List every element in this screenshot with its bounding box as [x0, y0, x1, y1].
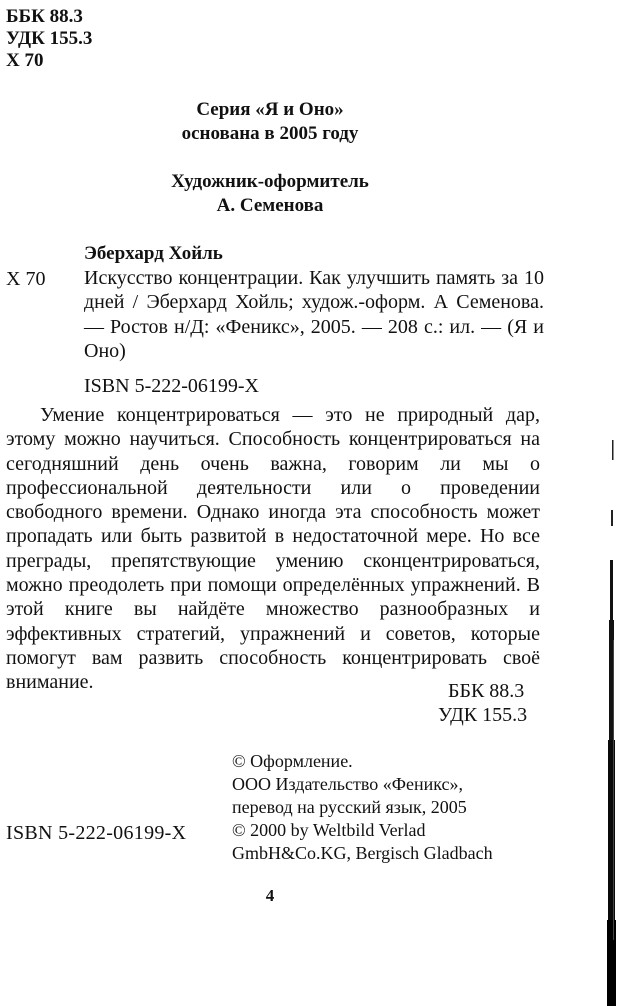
annotation-text: Умение концентрироваться — это не природный дар, этому можно научиться. Способность концентрироваться на сегодняшний день очень важна, говорим ли мы о профессиональной деятельности или о проведении свободного времени. Однако иногда эта способность может пропадать или быть развитой в недостаточной мере. Но все преграды, препятствующие умению сконцентрироваться, можно преодолеть при помощи определённых упражнений. В этой книге вы найдёте множество разнообразных и эффективных стратегий, упражнений и советов, которые помогут вам развить способность концентрировать своё внимание. — [6, 404, 540, 694]
artist-name: А. Семенова — [216, 195, 324, 216]
page-edge-scan-artifact — [603, 440, 620, 1006]
copyright-line: © 2000 by Weltbild Verlad — [232, 820, 426, 840]
biblio-author-mark: Х 70 — [6, 268, 46, 290]
annotation-udk: УДК 155.3 — [438, 704, 528, 726]
series-title: Серия «Я и Оно» — [196, 99, 344, 120]
author-name: Эберхард Хойль — [84, 243, 223, 264]
copyright-line: © Оформление. — [232, 751, 353, 771]
bibliographic-description: Искусство концентрации. Как улучшить память за 10 дней / Эберхард Хойль; худож.-оформ. А Семенова. — Ростов н/Д: «Феникс», 2005. — 208 с.: ил. — (Я и Оно) — [84, 267, 544, 362]
copyright-block — [232, 750, 493, 865]
author-mark: Х 70 — [6, 50, 44, 71]
footer-isbn: ISBN 5-222-06199-X — [6, 822, 187, 844]
copyright-line: ООО Издательство «Феникс», — [232, 774, 464, 794]
udk-code: УДК 155.3 — [6, 28, 93, 49]
classification-codes — [6, 6, 92, 72]
series-founded: основана в 2005 году — [181, 123, 359, 144]
series-info — [0, 98, 540, 146]
artist-role: Художник-оформитель — [171, 171, 369, 192]
artist-credit — [0, 170, 540, 218]
annotation-bbk: ББК 88.3 — [448, 680, 525, 702]
copyright-line: GmbH&Co.KG, Bergisch Gladbach — [232, 843, 493, 863]
isbn: ISBN 5-222-06199-X — [84, 375, 259, 397]
bbk-code: ББК 88.3 — [6, 6, 83, 27]
page-number: 4 — [265, 886, 275, 905]
copyright-line: перевод на русский язык, 2005 — [232, 797, 467, 817]
